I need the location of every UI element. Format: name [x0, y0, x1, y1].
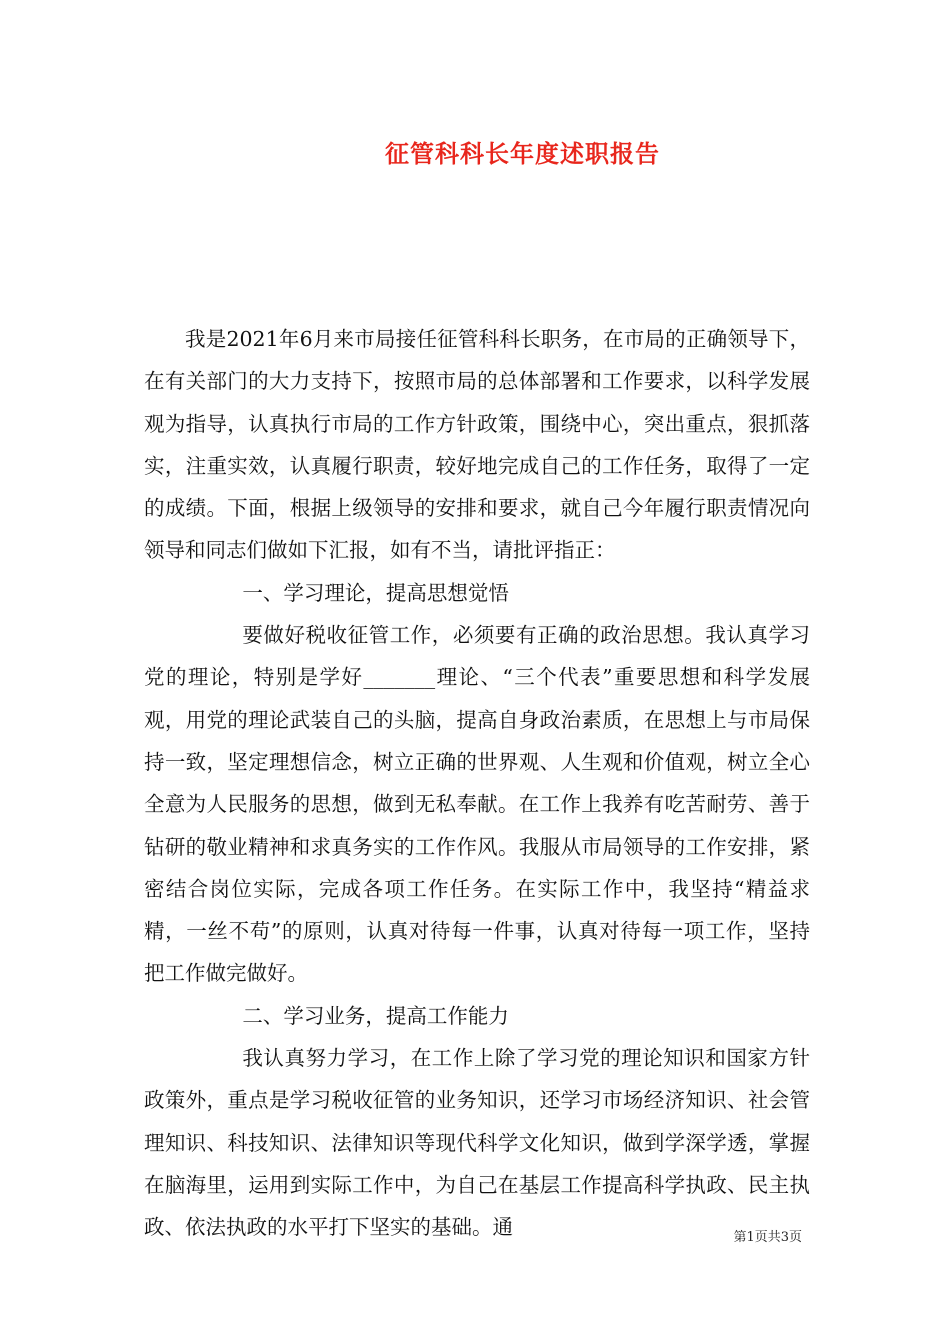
- paragraph-intro: 我是2021年6月来市局接任征管科科长职务，在市局的正确领导下，在有关部门的大力支持下，按照市局的总体部署和工作要求，以科学发展观为指导，认真执行市局的工作方针政策，围绕中心，突出重点，狠抓落实，注重实效，认真履行职责，较好地完成自己的工作任务，取得了一定的成绩。下面，根据上级领导的安排和要求，就自己今年履行职责情况向领导和同志们做如下汇报，如有不当，请批评指正：: [144, 327, 810, 563]
- document-title: 征管科科长年度述职报告: [385, 139, 660, 168]
- section-heading-1: 一、学习理论，提高思想觉悟: [242, 580, 509, 605]
- paragraph-section-2: 我认真努力学习，在工作上除了学习党的理论知识和国家方针政策外，重点是学习税收征管的业务知识，还学习市场经济知识、社会管理知识、科技知识、法律知识等现代科学文化知识，做到学深学透，掌握在脑海里，运用到实际工作中，为自己在基层工作提高科学执政、民主执政、依法执政的水平打下坚实的基础。通: [144, 1046, 810, 1240]
- page-number: 第1页共3页: [733, 1230, 802, 1245]
- section-heading-2: 二、学习业务，提高工作能力: [242, 1003, 509, 1028]
- document-body: [144, 318, 810, 1249]
- paragraph-section-1: 要做好税收征管工作，必须要有正确的政治思想。我认真学习党的理论，特别是学好_______理论、“三个代表”重要思想和科学发展观，用党的理论武装自己的头脑，提高自身政治素质，在思想上与市局保持一致，坚定理想信念，树立正确的世界观、人生观和价值观，树立全心全意为人民服务的思想，做到无私奉献。在工作上我养有吃苦耐劳、善于钻研的敬业精神和求真务实的工作作风。我服从市局领导的工作安排，紧密结合岗位实际，完成各项工作任务。在实际工作中，我坚持“精益求精，一丝不苟”的原则，认真对待每一件事，认真对待每一项工作，坚持把工作做完做好。: [144, 623, 810, 986]
